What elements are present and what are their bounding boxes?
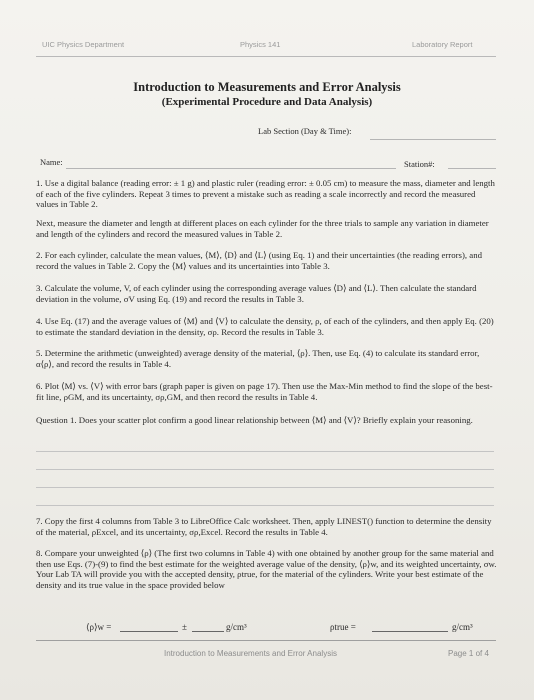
rho-true-label: ρtrue = <box>330 622 356 632</box>
step-1: 1. Use a digital balance (reading error: ± 1 g) and plastic ruler (reading error: ± 0.05 cm) to measure the mass, diameter and length of each of the five cylinders. Repeat 3 times to prevent a mistake such as reading a scale incorrectly and record the measured values in Table 2. <box>36 178 495 210</box>
footer-title: Introduction to Measurements and Error Analysis <box>164 649 337 658</box>
lab-section-field[interactable] <box>370 139 496 140</box>
question-1: Question 1. Does your scatter plot confirm a good linear relationship between ⟨M⟩ and ⟨V⟩? Briefly explain your reasoning. <box>36 415 473 425</box>
step-8: 8. Compare your unweighted ⟨ρ⟩ (The first two columns in Table 4) with one obtained by another group for the same material and then use Eqs. (7)-(9) to find the best estimate for the weighted average value of the density, ⟨ρ⟩w, and its weighted uncertainty, σw. Your Lab TA will provide you with the accepted density, ρtrue, for the material of the cylinders. Write your best estimate of the density and its true value in the space provided below <box>36 548 497 590</box>
name-field[interactable] <box>66 168 396 169</box>
answer-line[interactable] <box>36 487 494 488</box>
header-rule <box>36 56 496 57</box>
answer-line[interactable] <box>36 469 494 470</box>
rho-w-unit: g/cm³ <box>226 622 247 632</box>
rho-w-label: ⟨ρ⟩w = <box>86 622 112 632</box>
step-7: 7. Copy the first 4 columns from Table 3 to LibreOffice Calc worksheet. Then, apply LINEST() function to determine the density of the material, ρExcel, and its uncertainty, σρ,Excel. Record the results in Table 4. <box>36 516 492 537</box>
header-course: Physics 141 <box>240 40 281 49</box>
rho-true-unit: g/cm³ <box>452 622 473 632</box>
step-3: 3. Calculate the volume, V, of each cylinder using the corresponding average values ⟨D⟩ and ⟨L⟩. Then calculate the standard deviation in the volume, σV using Eq. (19) and record the results in Table 3. <box>36 283 477 304</box>
step-5: 5. Determine the arithmetic (unweighted) average density of the material, ⟨ρ⟩. Then, use Eq. (4) to calculate its standard error, α⟨ρ⟩, and record the results in Table 4. <box>36 348 480 369</box>
step-4: 4. Use Eq. (17) and the average values of ⟨M⟩ and ⟨V⟩ to calculate the density, ρ, of each of the cylinders, and then apply Eq. (20) to estimate the standard deviation in the density, σρ. Record the results in Table 3. <box>36 316 494 337</box>
rho-w-value-field[interactable] <box>120 631 178 632</box>
page-title: Introduction to Measurements and Error Analysis <box>133 80 401 94</box>
step-6: 6. Plot ⟨M⟩ vs. ⟨V⟩ with error bars (graph paper is given on page 17). Then use the Max-Min method to find the slope of the best-fit line, ρGM, and its uncertainty, σρ,GM, and then record the results in Table 4. <box>36 381 493 402</box>
header-department: UIC Physics Department <box>42 40 125 49</box>
name-label: Name: <box>40 157 63 167</box>
plus-minus-sign: ± <box>182 622 187 632</box>
page-number: Page 1 of 4 <box>448 649 489 658</box>
sigma-w-field[interactable] <box>192 631 224 632</box>
station-label: Station#: <box>404 159 435 169</box>
page-subtitle: (Experimental Procedure and Data Analysis) <box>161 96 373 108</box>
station-field[interactable] <box>448 168 496 169</box>
lab-section-label: Lab Section (Day & Time): <box>258 126 352 136</box>
answer-line[interactable] <box>36 505 494 506</box>
rho-true-field[interactable] <box>372 631 448 632</box>
footer-rule <box>36 640 496 641</box>
header-report-type: Laboratory Report <box>412 40 473 49</box>
step-1-continued: Next, measure the diameter and length at different places on each cylinder for the three trials to sample any variation in diameter and length of the cylinders and record the measured values in Table 2. <box>36 218 489 239</box>
step-2: 2. For each cylinder, calculate the mean values, ⟨M⟩, ⟨D⟩ and ⟨L⟩ (using Eq. 1) and their uncertainties (the reading errors), and record the values in Table 2. Copy the ⟨M⟩ values and its uncertainties into Table 3. <box>36 250 482 271</box>
answer-line[interactable] <box>36 451 494 452</box>
